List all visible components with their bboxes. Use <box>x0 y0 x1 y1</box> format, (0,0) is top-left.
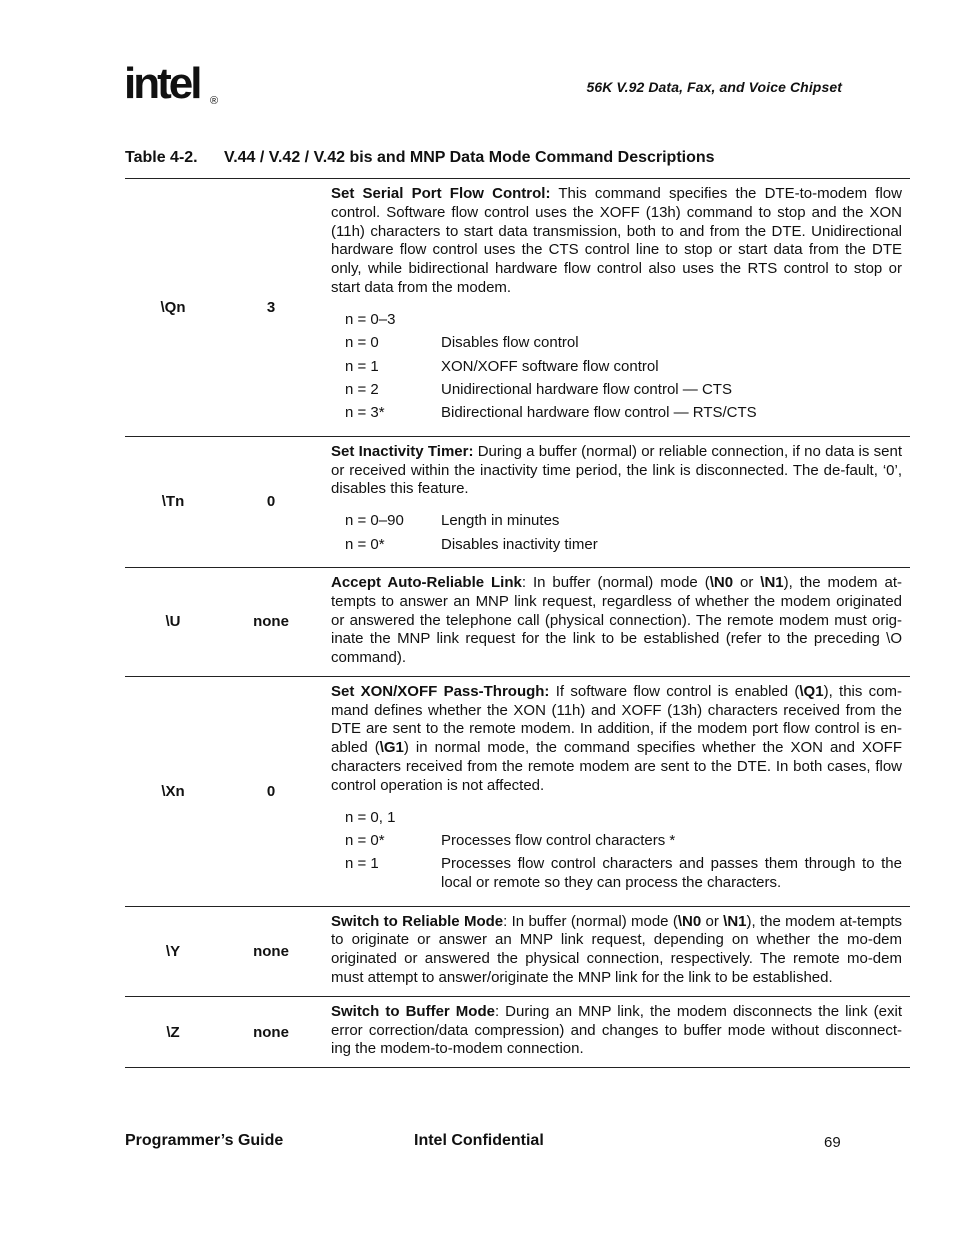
default-value-cell: none <box>253 1023 289 1041</box>
description-emphasis: Set Inactivity Timer: <box>331 442 474 460</box>
parameter-item <box>331 334 902 353</box>
parameter-value-range: n = 1 <box>345 855 379 873</box>
command-cell: \Qn <box>160 298 186 316</box>
description-cell <box>331 677 902 906</box>
table-row <box>125 437 910 568</box>
parameter-value-range: n = 1 <box>345 357 379 375</box>
description-text <box>331 443 902 499</box>
parameter-value-range: n = 3* <box>345 404 385 422</box>
parameter-description <box>441 809 902 828</box>
parameter-list <box>331 311 902 423</box>
default-value-cell: none <box>253 942 289 960</box>
description-segment: ), this com-mand defines whether the XON (11h) and XOFF (13h) characters received from the DTE are sent to the remote modem. In addition, if the modem port flow control is en-abled ( <box>331 682 902 757</box>
table-number: Table 4-2. <box>125 149 198 166</box>
parameter-description: Unidirectional hardware flow control — CTS <box>441 380 732 398</box>
description-segment: ), the modem at-tempts to originate or answer an MNP link request, depending on whether the mo-dem originated or answered the physical connection, respectively. The remote mo-dem must attempt to answer/originate the MNP link for the link to be established. <box>331 912 902 987</box>
command-cell: \U <box>165 613 181 631</box>
parameter-description: Length in minutes <box>441 512 560 530</box>
description-segment: or <box>733 573 761 591</box>
registered-mark: ® <box>210 95 219 107</box>
command-cell: \Z <box>166 1023 180 1041</box>
parameter-description: Processes flow control characters and passes them through to the local or remote so they can process the characters. <box>441 855 902 892</box>
parameter-value-range: n = 0 <box>345 334 379 352</box>
parameter-item <box>331 358 902 377</box>
description-segment: : In buffer (normal) mode ( <box>521 573 710 591</box>
description-segment: ) in normal mode, the command specifies whether the XON and XOFF characters received from the remote modem are sent to the DTE. In both cases, flow control operation is not affected. <box>331 739 902 794</box>
parameter-description: Disables inactivity timer <box>441 535 598 553</box>
description-cell <box>331 568 902 676</box>
parameter-item <box>331 809 902 828</box>
parameter-description <box>441 311 902 330</box>
description-emphasis: \N1 <box>760 573 784 591</box>
command-table <box>125 178 910 1068</box>
description-text <box>331 1003 902 1059</box>
intel-logo <box>124 62 224 118</box>
command-cell: \Xn <box>161 782 185 800</box>
default-value-cell: none <box>253 613 289 631</box>
description-emphasis: \N0 <box>709 573 734 591</box>
parameter-value-range: n = 0* <box>345 832 385 850</box>
parameter-item <box>331 855 902 893</box>
parameter-description: Processes flow control characters * <box>441 832 676 850</box>
description-emphasis: \G1 <box>379 739 404 757</box>
parameter-value-range: n = 0, 1 <box>345 808 396 826</box>
parameter-item <box>331 512 902 531</box>
document-title: 56K V.92 Data, Fax, and Voice Chipset <box>586 79 842 95</box>
description-segment: or <box>701 912 724 930</box>
parameter-value-range: n = 0–90 <box>345 512 404 530</box>
footer-confidential: Intel Confidential <box>414 1132 544 1149</box>
description-cell <box>331 437 902 567</box>
description-emphasis: Set XON/XOFF Pass-Through: <box>331 682 550 700</box>
parameter-item <box>331 832 902 851</box>
parameter-value-range: n = 0* <box>345 535 385 553</box>
table-row <box>125 568 910 677</box>
description-segment: ), the modem at-tempts to answer an MNP link request, regardless of whether the modem originated or answered the telephone call (physical connection). The remote modem must orig-inate the MNP link request for the link to be established (refer to the preceding \O command). <box>331 573 902 667</box>
description-emphasis: \N0 <box>677 912 702 930</box>
description-emphasis: Switch to Buffer Mode <box>331 1002 495 1020</box>
description-segment: This command specifies the DTE-to-modem flow control. Software flow control uses the XOFF (13h) command to stop and the XON (11h) characters to start data transmission, both to and from the DTE. Unidirectional hardware flow control uses the CTS control line to stop or start data from the DTE only, while bidirectional hardware flow control also uses the RTS control to stop or start data from the modem. <box>331 185 902 296</box>
default-value-cell: 0 <box>266 493 276 511</box>
table-row <box>125 677 910 907</box>
table-row <box>125 179 910 437</box>
command-cell: \Tn <box>161 493 185 511</box>
table-caption <box>125 149 715 167</box>
description-cell <box>331 997 902 1067</box>
footer-guide-name: Programmer’s Guide <box>125 1132 284 1149</box>
description-segment: : During an MNP link, the modem disconnects the link (exit error correction/data compression) and changes to buffer mode without disconnect-ing the modem-to-modem connection. <box>331 1002 902 1058</box>
table-row <box>125 997 910 1068</box>
parameter-description: XON/XOFF software flow control <box>441 357 659 375</box>
parameter-description: Disables flow control <box>441 334 579 352</box>
parameter-item <box>331 404 902 423</box>
command-cell: \Y <box>165 942 181 960</box>
description-emphasis: Accept Auto-Reliable Link <box>331 573 522 591</box>
parameter-item <box>331 536 902 555</box>
description-emphasis: \Q1 <box>799 682 824 700</box>
description-segment: During a buffer (normal) or reliable connection, if no data is sent or received within the inactivity time period, the link is disconnected. The de-fault, ‘0’, disables this feature. <box>331 442 903 498</box>
description-cell <box>331 907 902 996</box>
parameter-value-range: n = 2 <box>345 380 379 398</box>
parameter-item <box>331 311 902 330</box>
logo-wordmark: intel <box>124 62 200 108</box>
description-segment: If software flow control is enabled ( <box>549 682 800 700</box>
table-title: V.44 / V.42 / V.42 bis and MNP Data Mode Command Descriptions <box>224 149 715 166</box>
description-emphasis: Set Serial Port Flow Control: <box>331 185 551 202</box>
parameter-value-range: n = 0–3 <box>345 310 396 328</box>
parameter-description: Bidirectional hardware flow control — RTS/CTS <box>441 404 757 422</box>
page-number: 69 <box>824 1134 841 1151</box>
parameter-list <box>331 512 902 554</box>
description-segment: : In buffer (normal) mode ( <box>503 912 678 930</box>
parameter-item <box>331 381 902 400</box>
description-text <box>331 185 902 298</box>
description-text <box>331 574 902 668</box>
description-emphasis: \N1 <box>723 912 747 930</box>
parameter-list <box>331 809 902 893</box>
default-value-cell: 0 <box>266 782 276 800</box>
description-cell <box>331 179 902 436</box>
description-emphasis: Switch to Reliable Mode <box>331 912 504 930</box>
description-text <box>331 683 902 796</box>
description-text <box>331 913 902 988</box>
default-value-cell: 3 <box>266 298 276 316</box>
table-row <box>125 907 910 997</box>
